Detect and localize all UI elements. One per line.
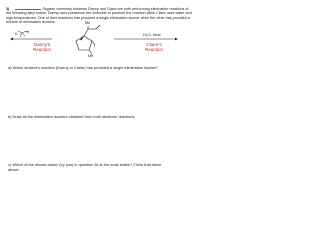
svg-text:O: O — [26, 30, 29, 35]
alkyl-iodide-structure — [76, 25, 100, 54]
iodine-label: I — [94, 44, 96, 48]
danny-label-line1: Danny's — [33, 42, 51, 47]
question-b: b) Draw all the elimination isomers obtained from both students' reactions. — [8, 114, 136, 119]
right-arrowhead — [175, 38, 178, 41]
claire-label-line1: Claire's — [146, 42, 162, 47]
question-c-line1: c) Which of the dienes drawn (by you) in question 3b is the most stable? Circle that diene — [8, 162, 162, 167]
claire-label-line2: Reaction — [144, 47, 164, 52]
danny-reaction-label — [22, 42, 62, 52]
claire-reaction-label — [134, 42, 174, 52]
left-arrowhead — [10, 38, 13, 41]
danny-label-line2: Reaction — [32, 47, 52, 52]
right-reagent-label: H₂O, heat — [143, 32, 161, 37]
question-c — [8, 163, 194, 172]
question-c-line2: above. — [8, 166, 20, 172]
methyl-bottom-label: Me — [88, 54, 94, 58]
methyl-top-label: Me — [85, 21, 91, 25]
question-number: 3) — [6, 7, 10, 11]
left-reagent-label: K — [15, 31, 18, 36]
question-a: a) Which student's reaction (Danny or Claire) has provided a single elimination isomer? — [8, 65, 158, 70]
intro-text: Organic chemistry students Danny and Claire are both performing elimination reactions of the following alkyl iodide. Danny uses potassium tert-butoxide to promote the reaction while Claire uses water and high temperatures. One of their reactions has provided a single elimination isomer while the other has provided a mixture of elimination isomers. — [6, 7, 192, 24]
